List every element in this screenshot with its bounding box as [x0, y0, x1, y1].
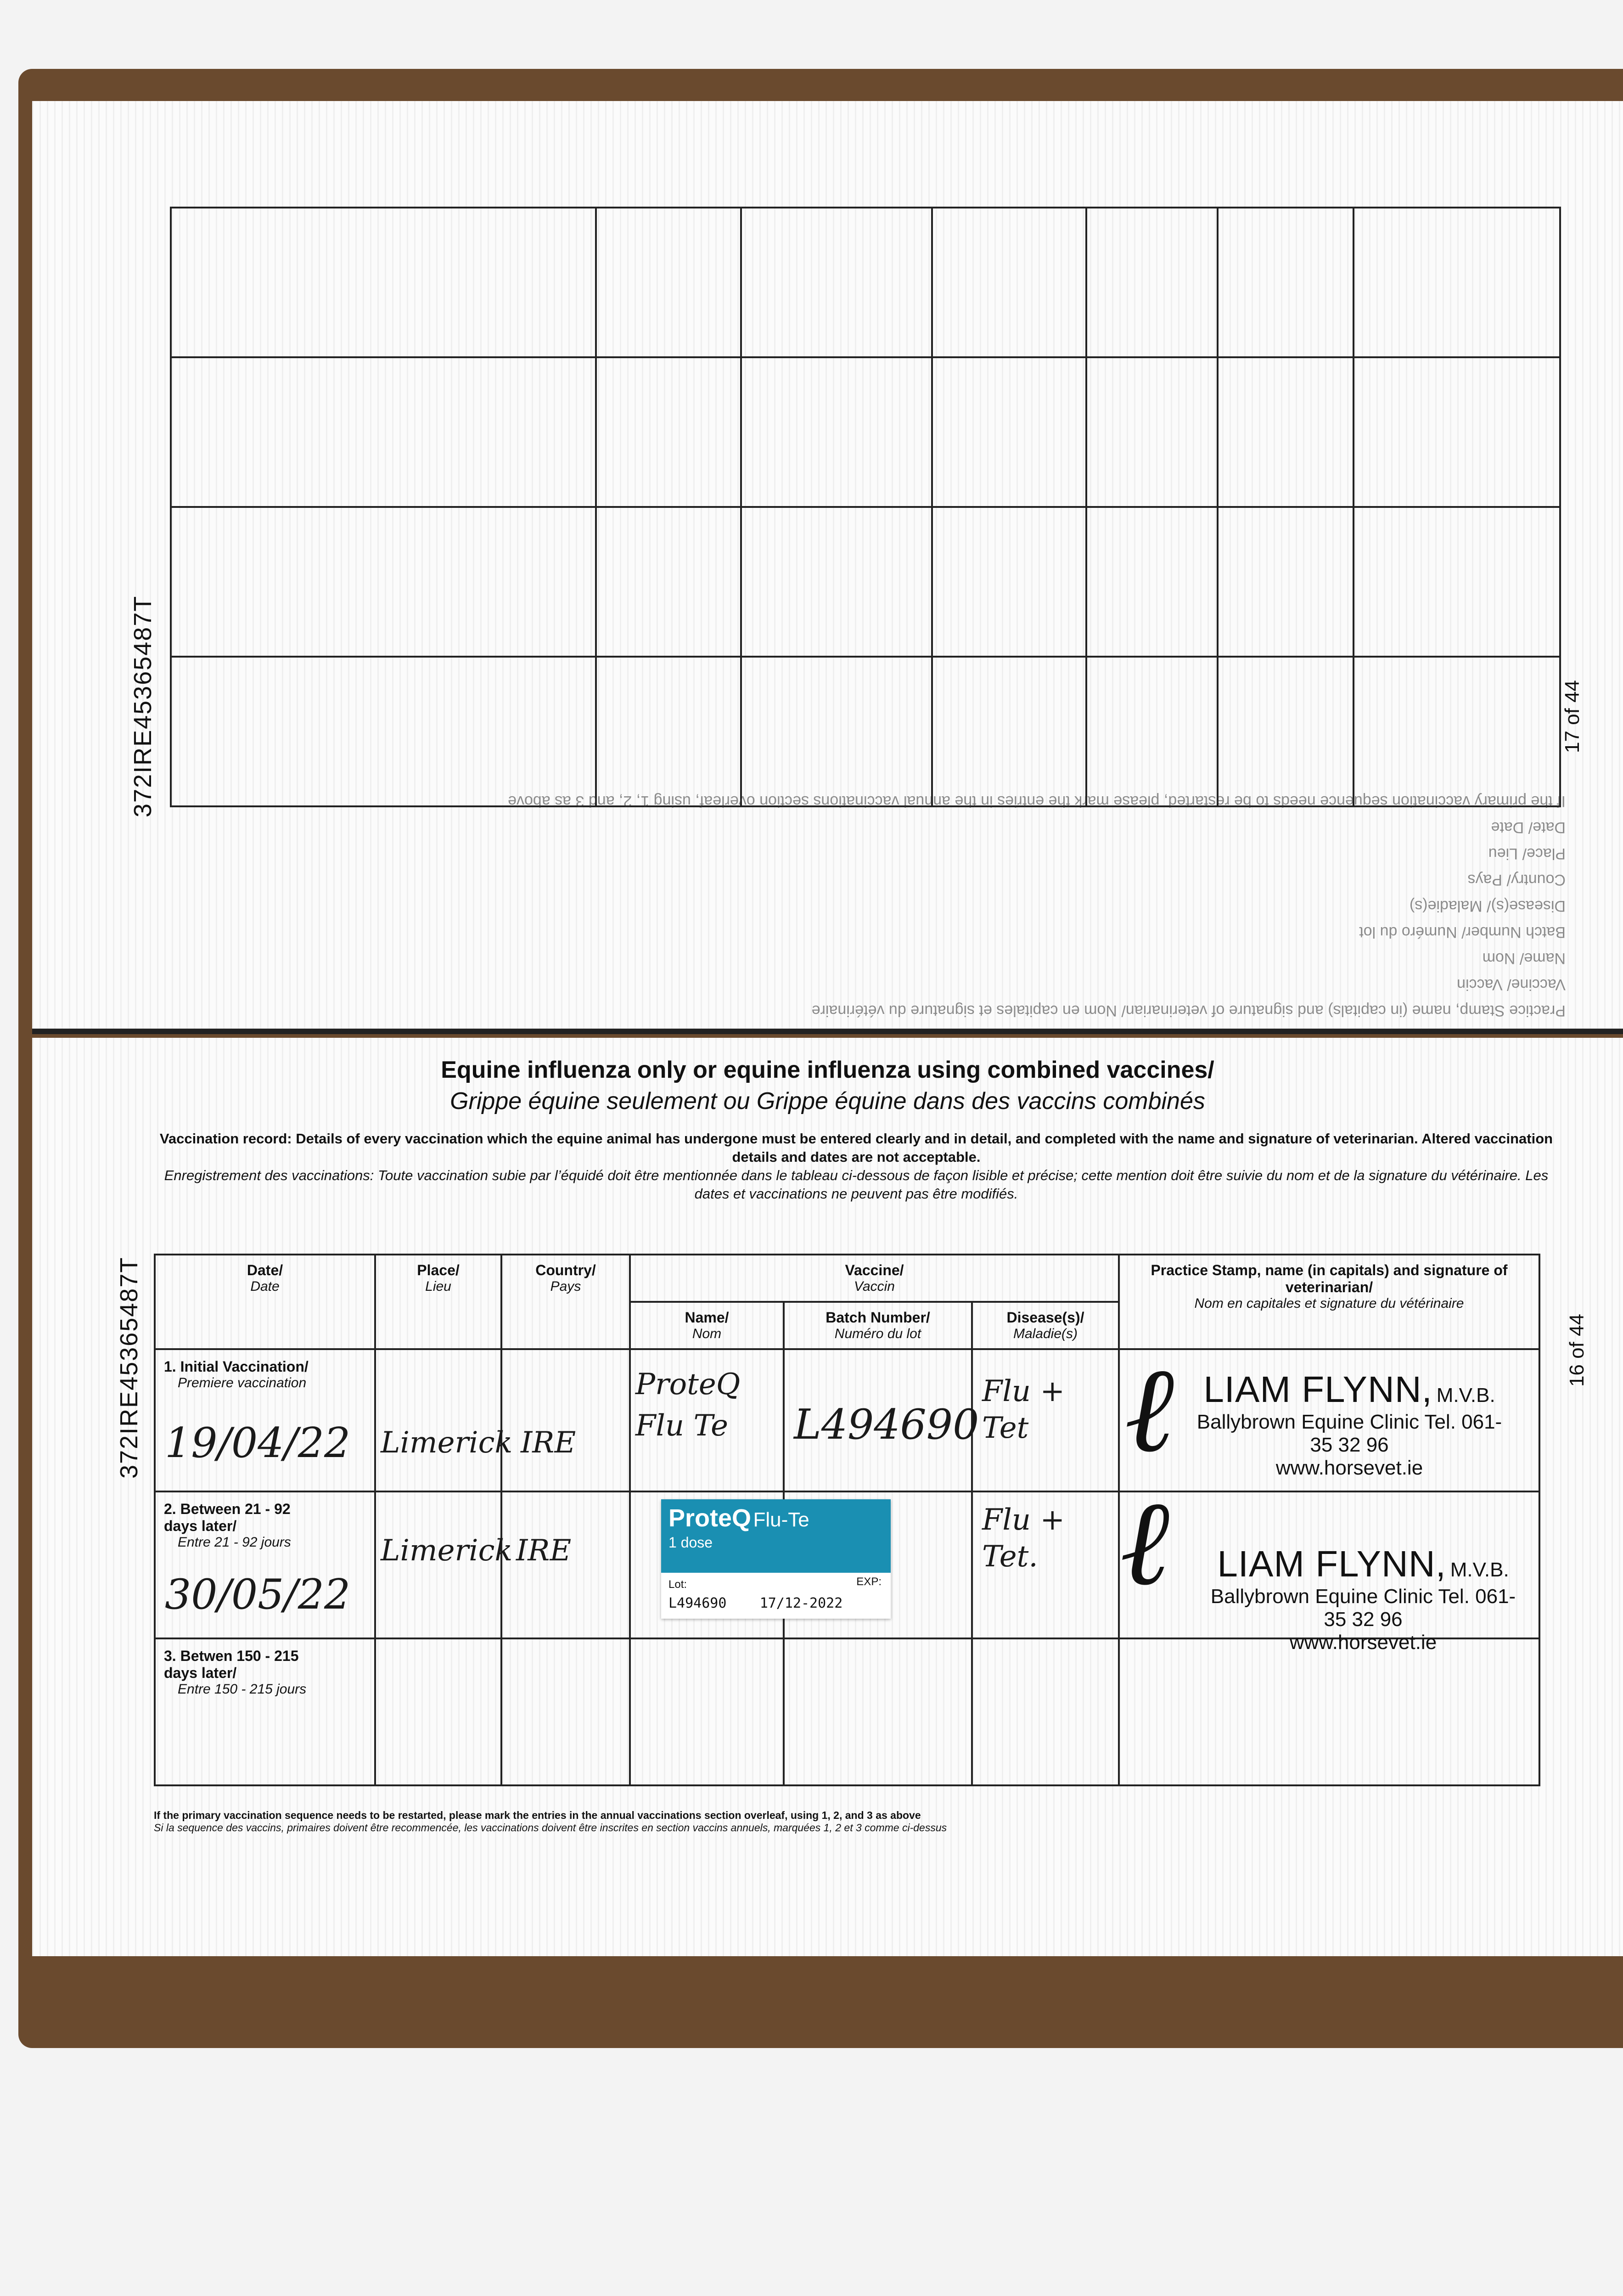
header-name-fr: Nom: [692, 1326, 722, 1341]
header-place-fr: Lieu: [425, 1279, 451, 1294]
instructions: [156, 1130, 1556, 1203]
header-date-en: Date/: [247, 1262, 283, 1278]
sticker-product: Flu-Te: [753, 1508, 809, 1531]
table-row: [155, 1638, 1539, 1785]
row1-stamp-title: M.V.B.: [1436, 1384, 1495, 1407]
mirrored-table-header: [188, 793, 1566, 1019]
row3-country-cell: [501, 1638, 630, 1785]
header-batch-en: Batch Number/: [826, 1309, 930, 1326]
mirror-col-batch: Batch Number/ Numéro du lot: [1359, 923, 1566, 941]
header-row: [155, 1255, 1539, 1302]
row3-disease-cell: [972, 1638, 1119, 1785]
row2-stamp-cell: [1119, 1474, 1539, 1654]
mirror-col-disease: Disease(s)/ Maladie(s): [1409, 897, 1566, 915]
row3-label-fr: Entre 150 - 215 jours: [178, 1682, 307, 1697]
sticker-dose: 1 dose: [668, 1534, 713, 1551]
row1-place: Limerick: [381, 1426, 513, 1460]
row3-vaccine-name-cell: [630, 1638, 784, 1785]
document-id-bottom: 372IRE45365487T: [115, 1256, 143, 1479]
row1-place-cell: [375, 1349, 513, 1491]
row3-stamp-cell: [1119, 1638, 1539, 1785]
row2-stamp-title: M.V.B.: [1450, 1559, 1509, 1581]
row2-country-cell: [501, 1491, 630, 1638]
instructions-fr: Enregistrement des vaccinations: Toute vaccination subie par l’équidé doit être mentionnée dans le tableau ci-dessous de façon lisible et précise; cette mention doit être suivie du nom et de la signature du vétérinaire. Les dates et vaccinations ne peuvent pas être modifiés.: [164, 1167, 1549, 1202]
header-stamp-en: Practice Stamp, name (in capitals) and signature of veterinarian/: [1151, 1262, 1508, 1295]
row2-disease: Flu + Tet.: [982, 1503, 1065, 1574]
row1-label: 1. Initial Vaccination/: [164, 1358, 309, 1375]
row2-place-cell: [375, 1491, 513, 1638]
page-17: [32, 101, 1623, 1034]
page-number-bottom: 16 of 44: [1566, 1313, 1588, 1387]
row1-stamp-name: LIAM FLYNN,: [1203, 1369, 1432, 1410]
row1-disease: Flu + Tet: [982, 1374, 1065, 1445]
mirror-col-place: Place/ Lieu: [1488, 845, 1566, 862]
row1-date-cell: [155, 1349, 375, 1491]
mirror-col-date: Date/ Date: [1491, 819, 1566, 836]
document-id-top: 372IRE45365487T: [129, 595, 157, 817]
instructions-en: Vaccination record: Details of every vaccination which the equine animal has undergone must be entered clearly and in detail, and completed with the name and signature of veterinarian. Altered vaccination details and dates are not acceptable.: [159, 1131, 1553, 1165]
footnote: [154, 1809, 1531, 1834]
row2-stamp-web: www.horsevet.ie: [1289, 1631, 1437, 1654]
row1-date: 19/04/22: [165, 1419, 351, 1467]
sticker-lot-row: [661, 1573, 891, 1614]
sticker-exp-label: EXP:: [856, 1576, 882, 1588]
row3-label: 3. Betwen 150 - 215 days later/: [164, 1648, 299, 1681]
row1-country-cell: [501, 1349, 630, 1491]
row2-date: 30/05/22: [165, 1570, 351, 1619]
row1-practice-stamp: [1189, 1368, 1510, 1480]
header-disease-en: Disease(s)/: [1006, 1309, 1084, 1326]
row1-country: IRE: [521, 1426, 576, 1460]
mirror-footnote: If the primary vaccination sequence needs to be restarted, please mark the entries in the annual vaccinations section overleaf, using 1, 2, and 3 as above: [508, 793, 1566, 810]
mirror-col-vaccine: Vaccine/ Vaccin: [1457, 976, 1566, 993]
sticker-lot: L494690: [668, 1595, 727, 1611]
header-stamp: [1119, 1255, 1539, 1349]
header-batch: [784, 1302, 972, 1349]
header-country-fr: Pays: [550, 1279, 581, 1294]
row2-stamp-clinic: Ballybrown Equine Clinic Tel. 061-35 32 96: [1210, 1585, 1516, 1631]
row1-stamp-web: www.horsevet.ie: [1275, 1457, 1423, 1479]
header-vaccine-fr: Vaccin: [854, 1279, 895, 1294]
header-batch-fr: Numéro du lot: [834, 1326, 921, 1341]
footnote-fr: Si la sequence des vaccins, primaires doivent être recommencée, les vaccinations doivent être inscrites en section vaccins annuels, marquées 1, 2 et 3 comme ci-dessus: [154, 1822, 947, 1834]
sticker-band: [661, 1499, 891, 1573]
row2-disease-cell: [972, 1491, 1119, 1638]
header-country-en: Country/: [535, 1262, 596, 1278]
row1-signature: ℓ: [1124, 1340, 1174, 1479]
row1-stamp-cell: [1119, 1340, 1539, 1491]
header-place-en: Place/: [417, 1262, 460, 1278]
header-name: [630, 1302, 784, 1349]
row3-date-cell: [155, 1638, 375, 1785]
header-country: [501, 1255, 630, 1349]
header-name-en: Name/: [685, 1309, 729, 1326]
row1-disease-cell: [972, 1349, 1119, 1491]
header-date-fr: Date: [250, 1279, 280, 1294]
row1-batch-cell: [784, 1349, 979, 1491]
title-fr: Grippe équine seulement ou Grippe équine dans des vaccins combinés: [450, 1088, 1205, 1114]
header-date: [155, 1255, 375, 1349]
header-vaccine: [630, 1255, 1119, 1302]
mirror-col-name: Name/ Nom: [1482, 950, 1566, 967]
header-disease: [972, 1302, 1119, 1349]
row2-stamp-name: LIAM FLYNN,: [1217, 1543, 1446, 1584]
row2-signature: ℓ: [1120, 1474, 1170, 1612]
sticker-lot-label: Lot:: [668, 1578, 687, 1591]
sticker-exp: 17/12-2022: [759, 1595, 843, 1611]
row1-vaccine-name-cell: [630, 1349, 784, 1491]
sticker-brand: ProteQ: [668, 1504, 752, 1532]
row2-date-cell: [155, 1491, 375, 1638]
header-disease-fr: Maladie(s): [1013, 1326, 1078, 1341]
row3-batch-cell: [784, 1638, 972, 1785]
row1-label-fr: Premiere vaccination: [178, 1375, 307, 1390]
row2-label-fr: Entre 21 - 92 jours: [178, 1535, 291, 1550]
page-title: [32, 1056, 1623, 1115]
header-stamp-fr: Nom en capitales et signature du vétérinaire: [1194, 1296, 1464, 1311]
footnote-en: If the primary vaccination sequence needs to be restarted, please mark the entries in the annual vaccinations section overleaf, using 1, 2, and 3 as above: [154, 1809, 921, 1821]
table-row: [155, 1349, 1539, 1491]
row1-stamp-clinic: Ballybrown Equine Clinic Tel. 061-35 32 96: [1196, 1411, 1502, 1456]
vaccine-batch-sticker: [661, 1499, 891, 1619]
mirror-col-stamp: Practice Stamp, name (in capitals) and signature of veterinarian/ Nom en capitales et signature du vétérinaire: [811, 1002, 1566, 1019]
row1-vaccine-name: ProteQ Flu Te: [635, 1367, 741, 1443]
row2-practice-stamp: [1202, 1543, 1524, 1654]
blank-vaccination-table: [170, 207, 1561, 807]
row2-country: IRE: [516, 1534, 572, 1568]
header-place: [375, 1255, 501, 1349]
row2-label: 2. Between 21 - 92 days later/: [164, 1501, 291, 1534]
page-number-top: 17 of 44: [1561, 680, 1584, 753]
row3-place-cell: [375, 1638, 501, 1785]
row1-batch: L494690: [794, 1401, 979, 1449]
header-vaccine-en: Vaccine/: [845, 1262, 904, 1278]
title-en: Equine influenza only or equine influenza using combined vaccines/: [441, 1057, 1214, 1083]
row2-place: Limerick: [381, 1534, 513, 1568]
mirror-col-country: Country/ Pays: [1467, 871, 1566, 889]
